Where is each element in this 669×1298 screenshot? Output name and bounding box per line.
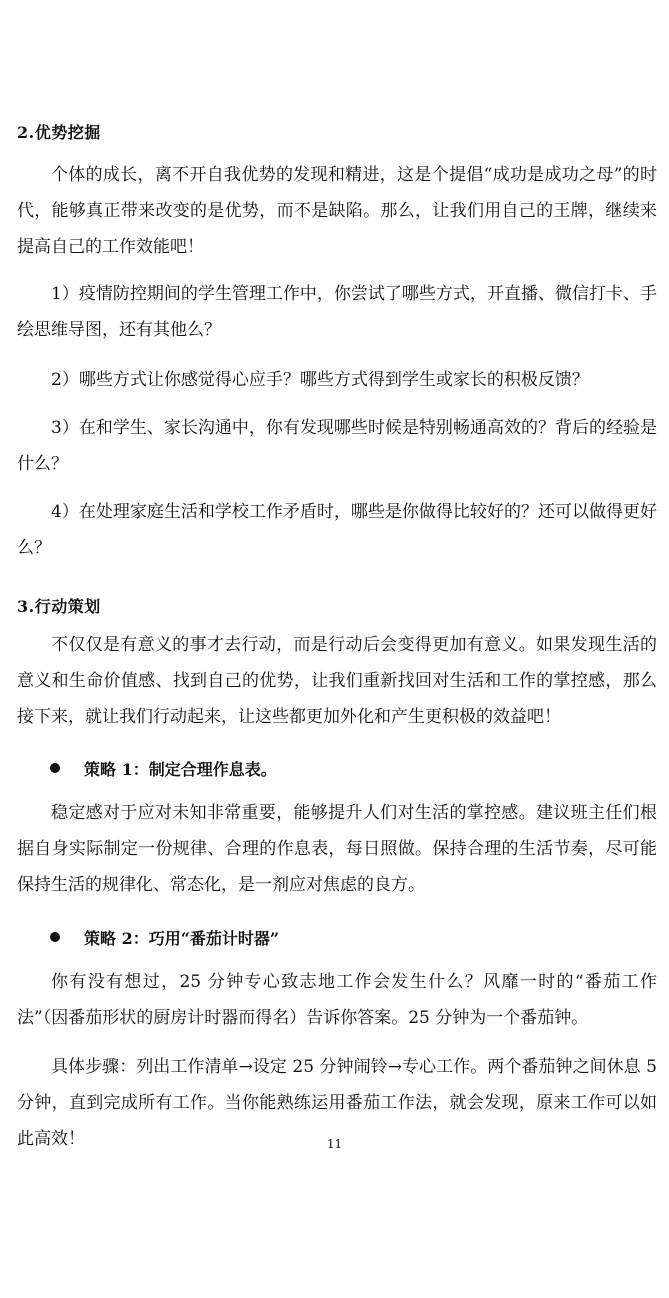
strategy-2-body-paragraph-1: 你有没有想过，25 分钟专心致志地工作会发生什么？风靡一时的“番茄工作法”（因番茄形状的厨房计时器而得名）告诉你答案。25 分钟为一个番茄钟。 [17, 972, 657, 1028]
bullet-dot-icon [50, 932, 60, 942]
bullet-dot-icon [50, 763, 60, 773]
strategy-1-body-paragraph: 稳定感对于应对未知非常重要，能够提升人们对生活的掌控感。建议班主任们根据自身实际制定一份规律、合理的作息表，每日照做。保持合理的生活节奏，尽可能保持生活的规律化、常态化，是一剂应对焦虑的良方。 [17, 803, 657, 895]
page-number: 11 [326, 1137, 343, 1151]
action-intro-paragraph: 不仅仅是有意义的事才去行动，而是行动后会变得更加有意义。如果发现生活的意义和生命价值感、找到自己的优势，让我们重新找回对生活和工作的掌控感，那么接下来，就让我们行动起来，让这些都更加外化和产生更积极的效益吧！ [17, 635, 657, 727]
question-1-paragraph: 1）疫情防控期间的学生管理工作中，你尝试了哪些方式，开直播、微信打卡、手绘思维导图，还有其他么？ [17, 284, 657, 340]
strategy-2-bullet [50, 925, 279, 949]
strategy-2-body-paragraph-2: 具体步骤：列出工作清单→设定 25 分钟闹铃→专心工作。两个番茄钟之间休息 5 分钟，直到完成所有工作。当你能熟练运用番茄工作法，就会发现，原来工作可以如此高效！ [17, 1057, 657, 1149]
question-4-paragraph: 4）在处理家庭生活和学校工作矛盾时，哪些是你做得比较好的？还可以做得更好么？ [17, 502, 657, 558]
strategy-1-bullet [50, 756, 277, 780]
section-heading-advantage: 2.优势挖掘 [17, 123, 101, 142]
section-heading-action: 3.行动策划 [17, 597, 101, 616]
strategy-2-title: 策略 2：巧用“番茄计时器” [84, 928, 280, 948]
question-2-paragraph: 2）哪些方式让你感觉得心应手？哪些方式得到学生或家长的积极反馈？ [51, 370, 589, 390]
question-3-paragraph: 3）在和学生、家长沟通中，你有发现哪些时候是特别畅通高效的？背后的经验是什么？ [17, 418, 657, 474]
strategy-1-title: 策略 1：制定合理作息表。 [84, 759, 277, 779]
advantage-intro-paragraph: 个体的成长，离不开自我优势的发现和精进，这是个提倡“成功是成功之母”的时代，能够真正带来改变的是优势，而不是缺陷。那么，让我们用自己的王牌，继续来提高自己的工作效能吧！ [17, 165, 657, 257]
